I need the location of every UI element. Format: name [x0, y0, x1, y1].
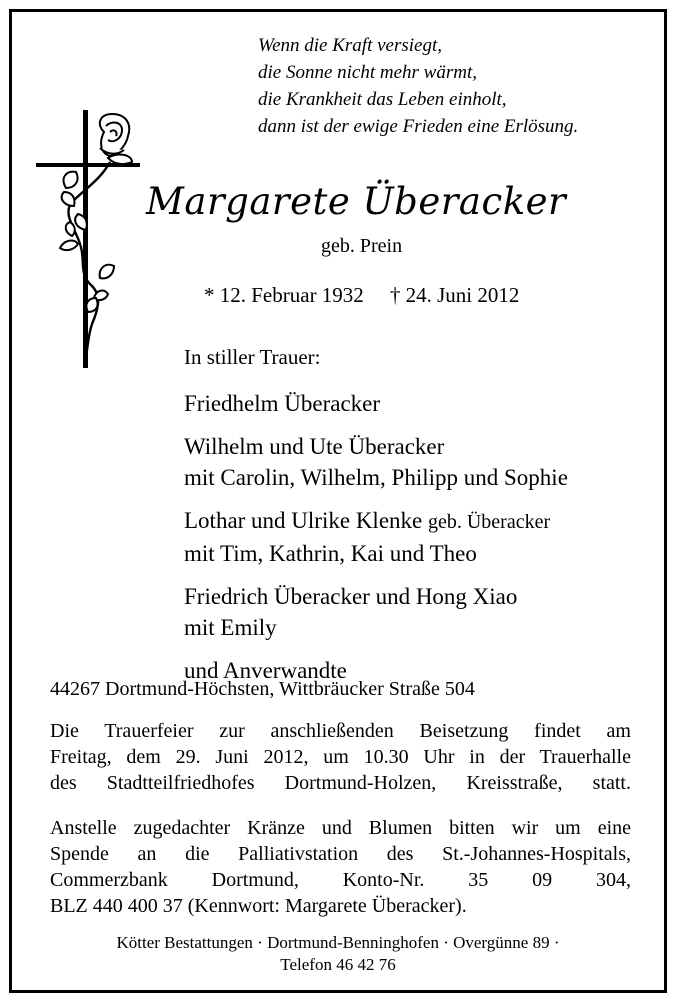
ceremony-paragraph: [50, 718, 631, 796]
mourning-intro: In stiller Trauer:: [184, 345, 321, 369]
mourner-line: Wilhelm und Ute Überacker: [184, 434, 445, 459]
mourner-group: [184, 505, 568, 569]
donation-paragraph: [50, 815, 631, 919]
mourner-line: [184, 505, 568, 538]
funeral-home-footer: [40, 932, 636, 976]
donation-line: BLZ 440 400 37 (Kennwort: Margarete Überacker).: [50, 895, 467, 917]
mourner-group: [184, 581, 568, 643]
mourner-names: Lothar und Ulrike Klenke: [184, 508, 423, 533]
poem-line: dann ist der ewige Frieden eine Erlösung.: [258, 116, 579, 137]
death-date: † 24. Juni 2012: [389, 283, 520, 307]
ceremony-line: Freitag, dem 29. Juni 2012, um 10.30 Uhr in der Trauerhalle: [50, 746, 631, 768]
poem: [258, 32, 578, 140]
mourner-line: Friedhelm Überacker: [184, 391, 381, 416]
mourner-maiden-note: geb. Überacker: [427, 511, 551, 533]
maiden-name: geb. Prein: [321, 235, 403, 257]
poem-line: die Sonne nicht mehr wärmt,: [258, 62, 478, 83]
deceased-name: Margarete Überacker: [146, 180, 567, 223]
donation-line: Anstelle zugedachter Kränze und Blumen bitten wir um eine: [50, 817, 631, 839]
mourner-group: [184, 431, 568, 493]
donation-line: Commerzbank Dortmund, Konto-Nr. 35 09 304,: [50, 869, 631, 891]
mourner-children-line: mit Carolin, Wilhelm, Philipp und Sophie: [184, 465, 568, 490]
donation-line: Spende an die Palliativstation des St.-Johannes-Hospitals,: [50, 843, 631, 865]
mourner-children-line: mit Emily: [184, 615, 277, 640]
mourners-list: [184, 388, 568, 698]
poem-line: Wenn die Kraft versiegt,: [258, 35, 442, 56]
footer-phone: Telefon 46 42 76: [280, 955, 396, 974]
family-address: 44267 Dortmund-Höchsten, Wittbräucker Straße 504: [50, 678, 475, 700]
ceremony-line: Die Trauerfeier zur anschließenden Beisetzung findet am: [50, 720, 631, 742]
birth-date: * 12. Februar 1932: [204, 283, 364, 307]
mourner-children-line: mit Tim, Kathrin, Kai und Theo: [184, 541, 477, 566]
mourner-line: Friedrich Überacker und Hong Xiao: [184, 584, 518, 609]
ceremony-line: des Stadtteilfriedhofes Dortmund-Holzen, Kreisstraße, statt.: [50, 772, 631, 794]
footer-line: Kötter Bestattungen · Dortmund-Benninghofen · Overgünne 89 ·: [116, 933, 560, 952]
poem-line: die Krankheit das Leben einholt,: [258, 89, 507, 110]
cross-with-rose-icon: [36, 110, 148, 375]
mourner-group: [184, 388, 568, 419]
life-dates: [204, 283, 519, 308]
mourner-line: und Anverwandte: [184, 658, 347, 683]
